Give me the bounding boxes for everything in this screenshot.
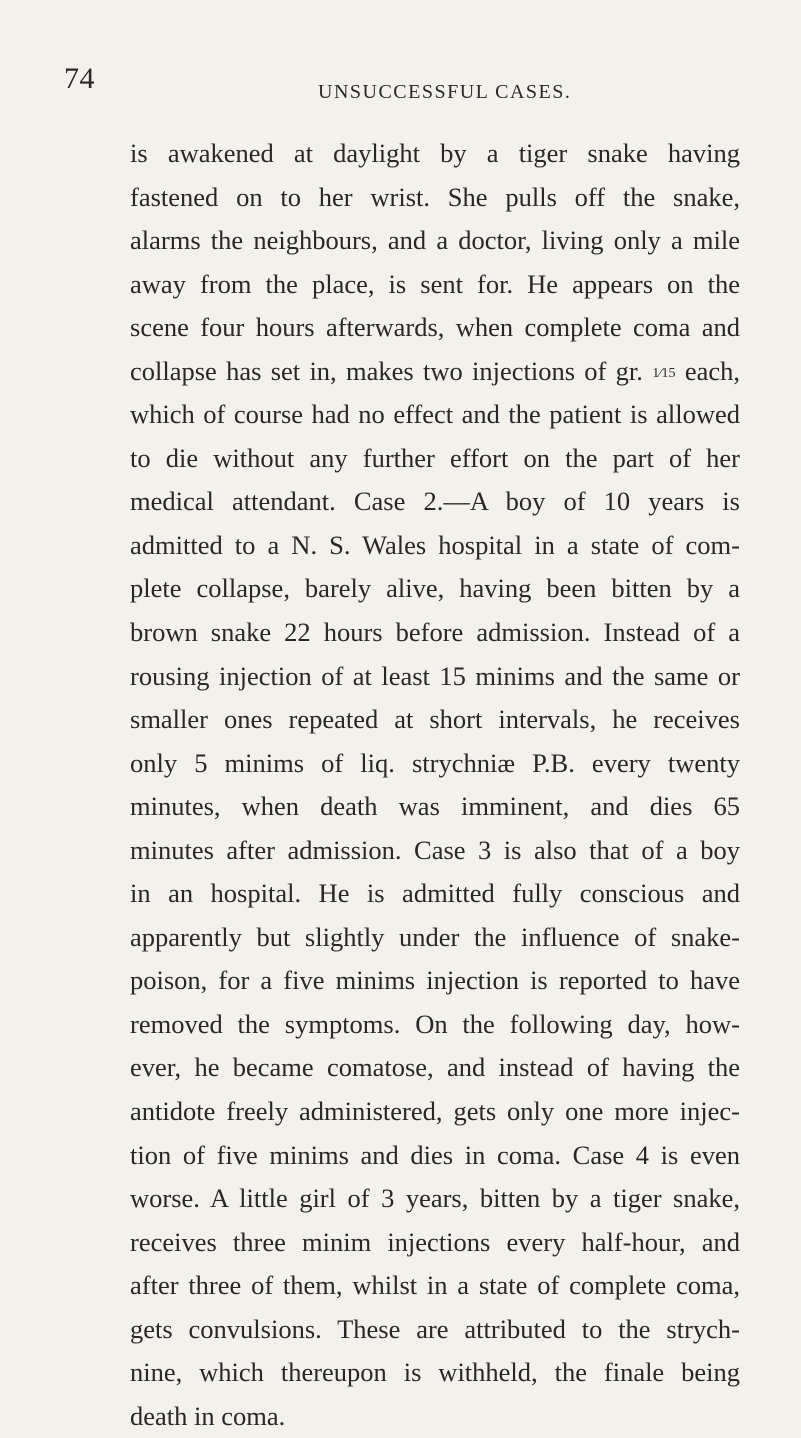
text-line: alarms the neighbours, and a doctor, living only a mile: [130, 225, 740, 256]
text-line-with-fraction: [130, 350, 740, 394]
text-line: scene four hours afterwards, when complete coma and: [130, 312, 740, 343]
text-line: worse. A little girl of 3 years, bitten by a tiger snake,: [130, 1183, 740, 1214]
text-line-part: each,: [675, 355, 740, 386]
text-line: plete collapse, barely alive, having been bitten by a: [130, 573, 740, 604]
text-line: removed the symptoms. On the following day, how-: [130, 1008, 740, 1039]
fraction: 1⁄15: [652, 365, 676, 381]
text-line: away from the place, is sent for. He appears on the: [130, 268, 740, 299]
text-line: death in coma.: [130, 1400, 286, 1431]
text-line: apparently but slightly under the influence of snake-: [130, 921, 740, 952]
text-line: tion of five minims and dies in coma. Case 4 is even: [130, 1139, 740, 1170]
text-line: rousing injection of at least 15 minims and the same or: [130, 660, 740, 691]
text-line: is awakened at daylight by a tiger snake having: [130, 138, 740, 168]
text-line: only 5 minims of liq. strychniæ P.B. every twenty: [130, 747, 740, 778]
text-line: in an hospital. He is admitted fully conscious and: [130, 878, 740, 909]
text-line: gets convulsions. These are attributed to the strych-: [130, 1313, 740, 1344]
text-line: ever, he became comatose, and instead of having the: [130, 1052, 740, 1083]
page-number: 74: [64, 62, 95, 95]
text-line: receives three minim injections every half-hour, and: [130, 1226, 740, 1257]
text-line: nine, which thereupon is withheld, the finale being: [130, 1357, 740, 1388]
text-line: fastened on to her wrist. She pulls off the snake,: [130, 181, 740, 212]
text-line-part: collapse has set in, makes two injections of gr.: [130, 355, 653, 386]
text-line: after three of them, whilst in a state of complete coma,: [130, 1270, 740, 1301]
text-line: which of course had no effect and the patient is allowed: [130, 399, 740, 430]
text-line: minutes, when death was imminent, and dies 65: [130, 791, 740, 822]
text-line: to die without any further effort on the part of her: [130, 442, 740, 473]
text-line: smaller ones repeated at short intervals, he receives: [130, 704, 740, 735]
text-line: medical attendant. Case 2.—A boy of 10 years is: [130, 486, 740, 517]
running-head: UNSUCCESSFUL CASES.: [318, 81, 572, 103]
text-line: poison, for a five minims injection is reported to have: [130, 965, 740, 996]
body-text: [130, 132, 740, 1438]
text-line: antidote freely administered, gets only one more injec-: [130, 1096, 740, 1127]
text-line: admitted to a N. S. Wales hospital in a state of com-: [130, 529, 740, 560]
text-line: brown snake 22 hours before admission. Instead of a: [130, 617, 740, 648]
text-line: minutes after admission. Case 3 is also that of a boy: [130, 834, 740, 865]
